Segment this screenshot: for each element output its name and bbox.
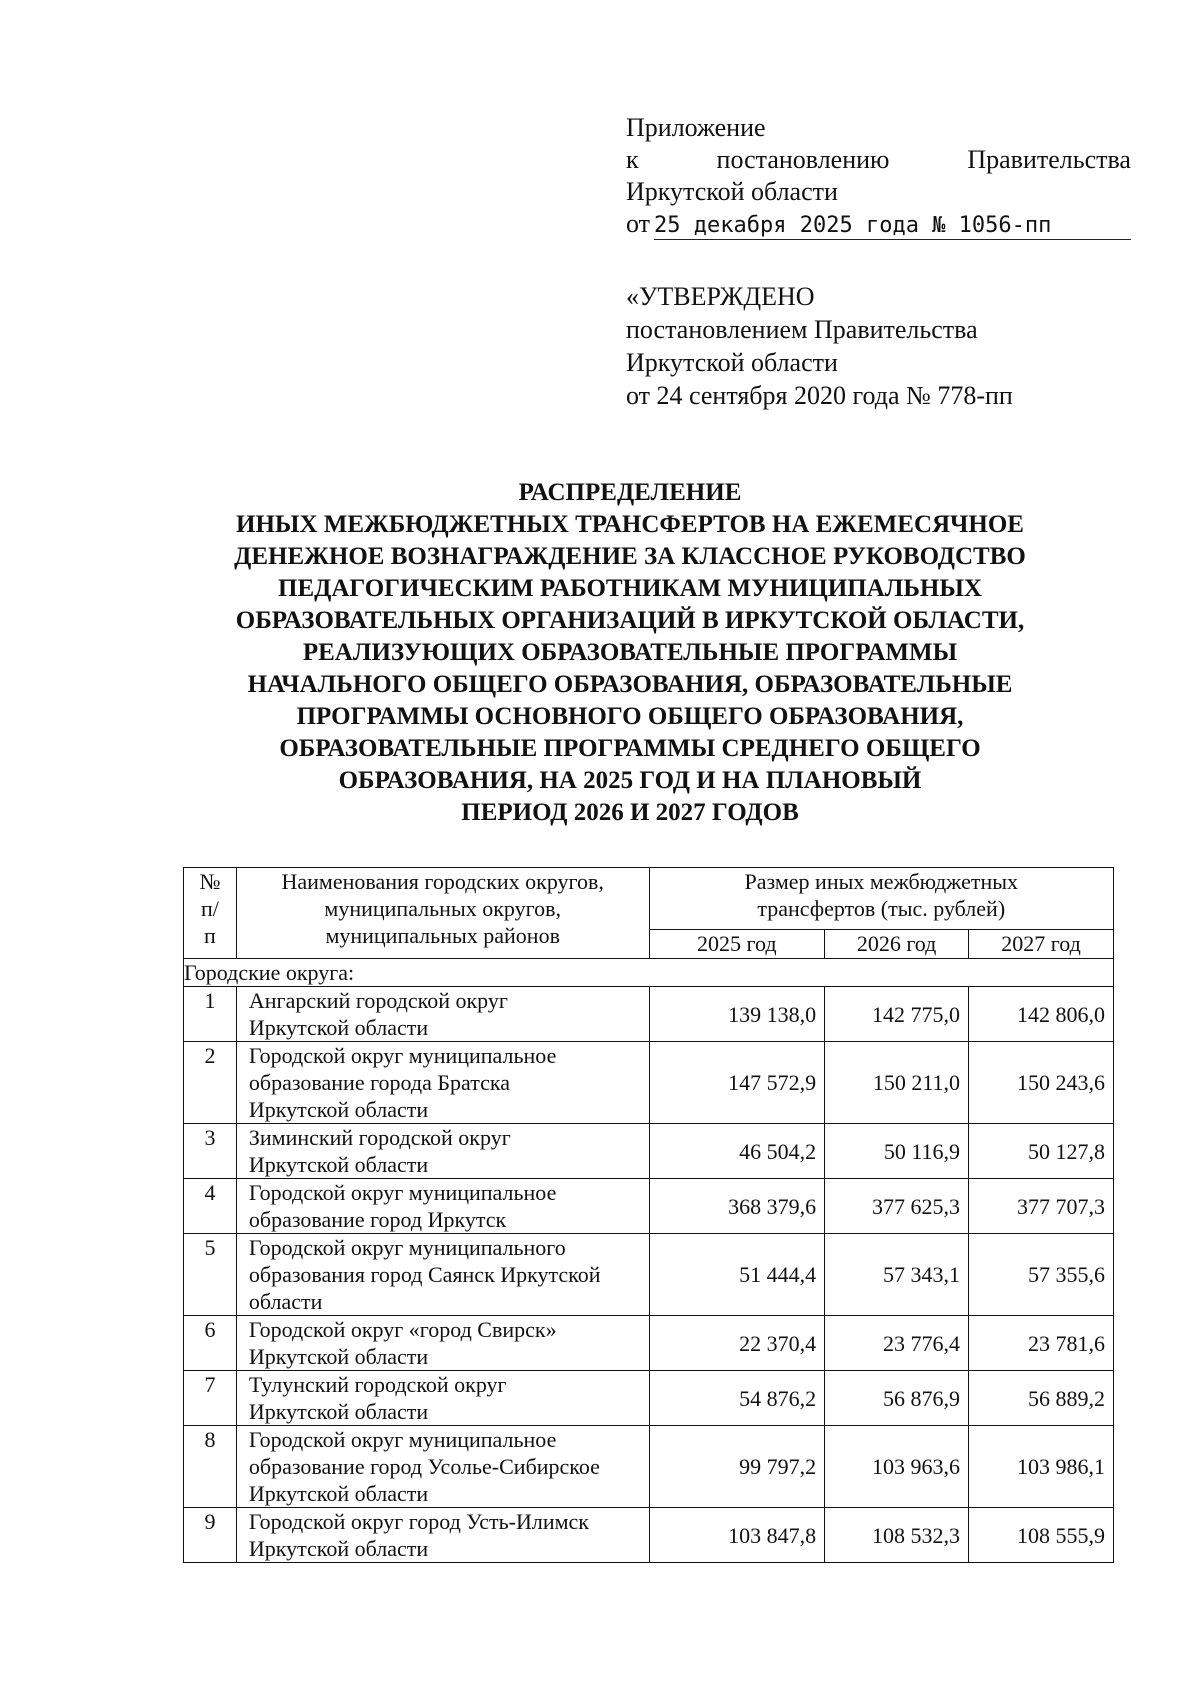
header-number-line: п/ (201, 896, 219, 921)
row-number: 7 (184, 1371, 237, 1426)
row-name (236, 1316, 649, 1371)
value-2026: 50 116,9 (825, 1124, 969, 1179)
header-number (184, 868, 237, 959)
title-line: НАЧАЛЬНОГО ОБЩЕГО ОБРАЗОВАНИЯ, ОБРАЗОВАТЕЛЬНЫЕ (247, 671, 1013, 698)
row-name-line: Иркутской области (248, 1399, 429, 1424)
value-2026: 56 876,9 (825, 1371, 969, 1426)
header-name-line: муниципальных округов, (324, 896, 561, 921)
row-name-line: Городской округ муниципальное (248, 1427, 557, 1452)
title-line: ПЕРИОД 2026 И 2027 ГОДОВ (461, 799, 799, 826)
row-name-line: Иркутской области (248, 1097, 429, 1122)
row-name (236, 1234, 649, 1316)
document-title (150, 477, 1110, 829)
row-number: 1 (184, 987, 237, 1042)
row-number: 6 (184, 1316, 237, 1371)
header-year-2026: 2026 год (825, 930, 969, 959)
value-2025: 368 379,6 (649, 1179, 825, 1234)
attachment-date-value: 25 декабря 2025 года № 1056-пп (654, 213, 1131, 240)
title-line: ОБРАЗОВАНИЯ, НА 2025 ГОД И НА ПЛАНОВЫЙ (338, 767, 922, 794)
attachment-label: Приложение (626, 113, 766, 142)
value-2027: 108 555,9 (969, 1508, 1114, 1563)
value-2026: 377 625,3 (825, 1179, 969, 1234)
group-label-city-districts: Городские округа: (184, 959, 1114, 987)
value-2026: 142 775,0 (825, 987, 969, 1042)
row-name-line: Зиминский городской округ (248, 1125, 511, 1150)
value-2026: 57 343,1 (825, 1234, 969, 1316)
attachment-resolution-line (626, 144, 1131, 176)
header-name (236, 868, 649, 959)
title-line: ИНЫХ МЕЖБЮДЖЕТНЫХ ТРАНСФЕРТОВ НА ЕЖЕМЕСЯЧНОЕ (236, 511, 1024, 538)
value-2025: 54 876,2 (649, 1371, 825, 1426)
header-name-line: Наименования городских округов, (281, 869, 604, 894)
value-2026: 108 532,3 (825, 1508, 969, 1563)
row-name-line: Городской округ «город Свирск» (248, 1317, 557, 1342)
header-size-line: трансфертов (тыс. рублей) (757, 896, 1006, 921)
value-2026: 150 211,0 (825, 1042, 969, 1124)
value-2027: 23 781,6 (969, 1316, 1114, 1371)
table-row (184, 1508, 1114, 1563)
table-row (184, 987, 1114, 1042)
title-line: ОБРАЗОВАТЕЛЬНЫХ ОРГАНИЗАЦИЙ В ИРКУТСКОЙ ОБЛАСТИ, (235, 607, 1025, 634)
header-name-line: муниципальных районов (325, 923, 560, 948)
row-name-line: Иркутской области (248, 1015, 429, 1040)
approved-line-2: постановлением Правительства (626, 315, 978, 344)
row-name-line: Иркутской области (248, 1481, 429, 1506)
row-name (236, 1426, 649, 1508)
attachment-date-prefix: от (626, 209, 651, 238)
value-2025: 99 797,2 (649, 1426, 825, 1508)
row-name-line: Иркутской области (248, 1536, 429, 1561)
header-number-line: № (199, 869, 221, 894)
row-name-line: образование города Братска (248, 1070, 510, 1095)
row-name-line: образование город Иркутск (248, 1207, 507, 1232)
attachment-word-k: к (626, 145, 639, 174)
table-row (184, 1316, 1114, 1371)
row-name-line: Тулунский городской округ (248, 1372, 507, 1397)
table-row (184, 1124, 1114, 1179)
title-line: РЕАЛИЗУЮЩИХ ОБРАЗОВАТЕЛЬНЫЕ ПРОГРАММЫ (302, 639, 958, 666)
row-name-line: Иркутской области (248, 1152, 429, 1177)
value-2025: 46 504,2 (649, 1124, 825, 1179)
header-number-line: п (204, 923, 216, 948)
table-row (184, 1371, 1114, 1426)
attachment-word-government: Правительства (967, 145, 1131, 174)
title-line: ПЕДАГОГИЧЕСКИМ РАБОТНИКАМ МУНИЦИПАЛЬНЫХ (278, 575, 982, 602)
value-2025: 103 847,8 (649, 1508, 825, 1563)
value-2027: 150 243,6 (969, 1042, 1114, 1124)
row-name (236, 1371, 649, 1426)
row-number: 5 (184, 1234, 237, 1316)
row-number: 2 (184, 1042, 237, 1124)
attachment-region: Иркутской области (626, 177, 838, 206)
approved-line-1: «УТВЕРЖДЕНО (626, 282, 815, 311)
row-name-line: Городской округ муниципальное (248, 1043, 557, 1068)
row-number: 8 (184, 1426, 237, 1508)
header-year-2025: 2025 год (649, 930, 825, 959)
table-row (184, 1042, 1114, 1124)
header-transfer-size (649, 868, 1113, 930)
row-name (236, 1042, 649, 1124)
value-2027: 377 707,3 (969, 1179, 1114, 1234)
title-line: РАСПРЕДЕЛЕНИЕ (518, 479, 742, 506)
value-2025: 147 572,9 (649, 1042, 825, 1124)
row-number: 9 (184, 1508, 237, 1563)
value-2025: 139 138,0 (649, 987, 825, 1042)
table-row (184, 1426, 1114, 1508)
row-name-line: образование город Усолье-Сибирское (248, 1454, 600, 1479)
row-name (236, 1179, 649, 1234)
table-row (184, 1234, 1114, 1316)
approved-block (626, 280, 1166, 412)
header-year-2027: 2027 год (969, 930, 1114, 959)
row-name-line: Городской округ город Усть-Илимск (248, 1509, 589, 1534)
row-name (236, 1508, 649, 1563)
title-line: ДЕНЕЖНОЕ ВОЗНАГРАЖДЕНИЕ ЗА КЛАССНОЕ РУКОВОДСТВО (234, 543, 1026, 570)
value-2025: 22 370,4 (649, 1316, 825, 1371)
row-name (236, 987, 649, 1042)
value-2027: 103 986,1 (969, 1426, 1114, 1508)
row-name-line: Городской округ муниципальное (248, 1180, 557, 1205)
distribution-table (183, 867, 1114, 1563)
row-name-line: Иркутской области (248, 1344, 429, 1369)
title-line: ОБРАЗОВАТЕЛЬНЫЕ ПРОГРАММЫ СРЕДНЕГО ОБЩЕГО (279, 735, 981, 762)
attachment-block (626, 112, 1131, 240)
row-name-line: образования город Саянск Иркутской (248, 1262, 601, 1287)
value-2026: 103 963,6 (825, 1426, 969, 1508)
attachment-date-line (626, 208, 1131, 240)
row-name-line: области (248, 1289, 323, 1314)
row-number: 3 (184, 1124, 237, 1179)
row-number: 4 (184, 1179, 237, 1234)
value-2027: 56 889,2 (969, 1371, 1114, 1426)
row-name (236, 1124, 649, 1179)
value-2026: 23 776,4 (825, 1316, 969, 1371)
value-2027: 57 355,6 (969, 1234, 1114, 1316)
approved-line-3: Иркутской области (626, 348, 838, 377)
row-name-line: Ангарский городской округ (248, 988, 508, 1013)
table-row (184, 1179, 1114, 1234)
row-name-line: Городской округ муниципального (248, 1235, 566, 1260)
value-2025: 51 444,4 (649, 1234, 825, 1316)
header-size-line: Размер иных межбюджетных (744, 869, 1019, 894)
value-2027: 142 806,0 (969, 987, 1114, 1042)
title-line: ПРОГРАММЫ ОСНОВНОГО ОБЩЕГО ОБРАЗОВАНИЯ, (296, 703, 964, 730)
value-2027: 50 127,8 (969, 1124, 1114, 1179)
attachment-word-resolution: постановлению (716, 145, 890, 174)
approved-line-4: от 24 сентября 2020 года № 778-пп (626, 381, 1013, 410)
